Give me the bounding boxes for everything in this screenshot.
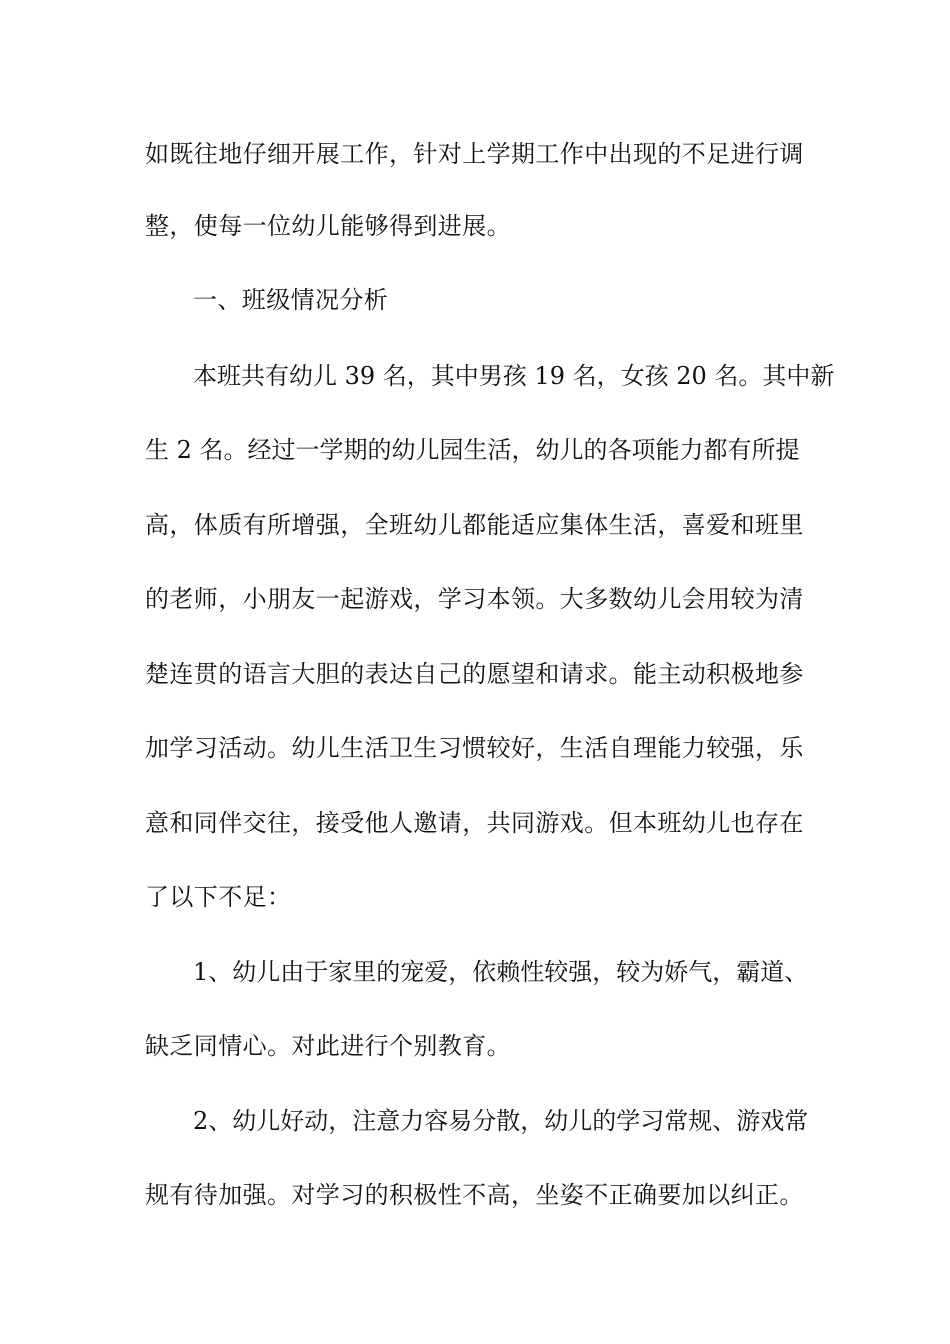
text-line: 了以下不足：	[145, 883, 292, 911]
text-line: 缺乏同情心。对此进行个别教育。	[145, 1032, 511, 1060]
text-line: 高，体质有所增强，全班幼儿都能适应集体生活，喜爱和班里	[145, 511, 804, 539]
text-line: 本班共有幼儿 39 名，其中男孩 19 名，女孩 20 名。其中新	[193, 362, 835, 390]
list-item-1: 1、幼儿由于家里的宠爱，依赖性较强，较为娇气，霸道、	[193, 958, 809, 986]
text-line: 的老师，小朋友一起游戏，学习本领。大多数幼儿会用较为清	[145, 585, 804, 613]
text-line: 生 2 名。经过一学期的幼儿园生活，幼儿的各项能力都有所提	[145, 436, 800, 464]
text-line: 楚连贯的语言大胆的表达自己的愿望和请求。能主动积极地参	[145, 660, 804, 688]
text-line: 如既往地仔细开展工作，针对上学期工作中出现的不足进行调	[145, 140, 804, 168]
text-line: 整，使每一位幼儿能够得到进展。	[145, 212, 511, 240]
list-item-2: 2、幼儿好动，注意力容易分散，幼儿的学习常规、游戏常	[193, 1107, 809, 1135]
section-heading: 一、班级情况分析	[193, 286, 389, 314]
text-line: 加学习活动。幼儿生活卫生习惯较好，生活自理能力较强，乐	[145, 734, 804, 762]
text-line: 规有待加强。对学习的积极性不高，坐姿不正确要加以纠正。	[145, 1181, 804, 1209]
text-line: 意和同伴交往，接受他人邀请，共同游戏。但本班幼儿也存在	[145, 809, 804, 837]
